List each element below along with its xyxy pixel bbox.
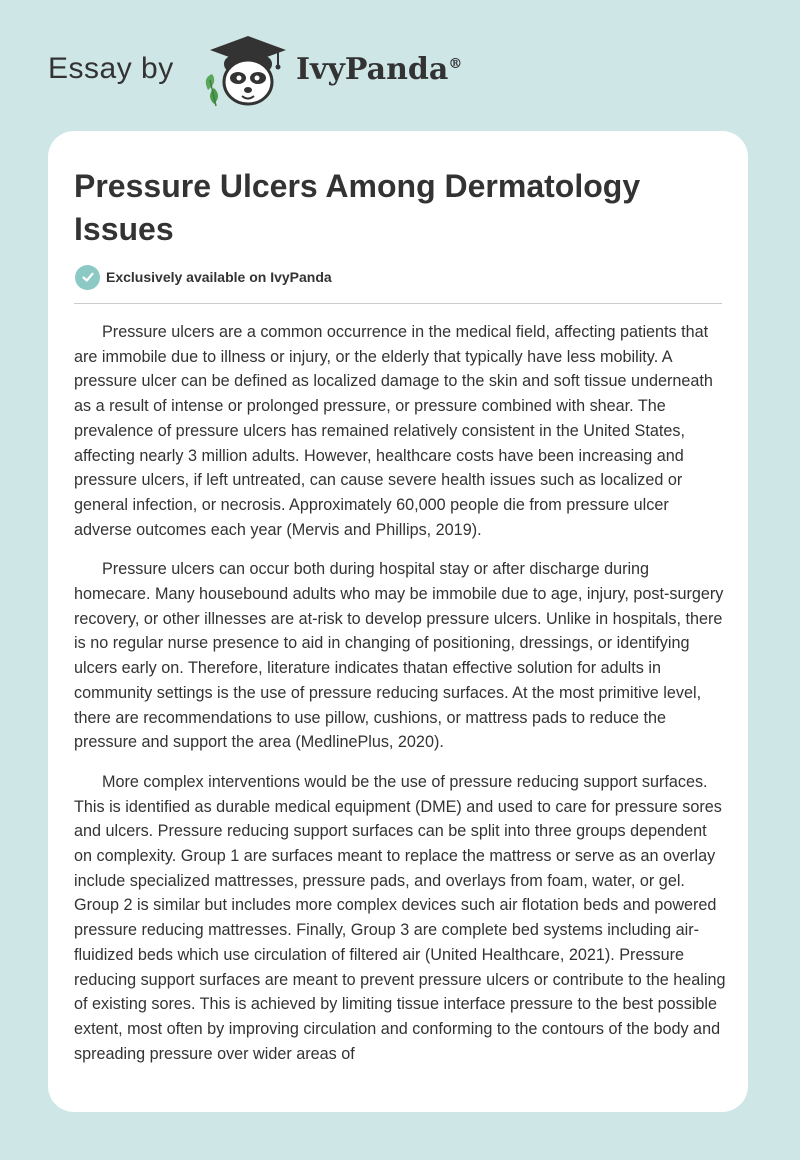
paragraph: Pressure ulcers are a common occurrence in the medical field, affecting patients that are immobile due to illness or injury, or the elderly that typically have less mobility. A pressure ulcer can be defined as localized damage to the skin and soft tissue underneath as a result of intense or prolonged pressure, or pressure combined with shear. The prevalence of pressure ulcers has remained relatively consistent in the United States, affecting nearly 3 million adults. However, healthcare costs have been increasing and pressure ulcers, if left untreated, can cause severe health issues such as localized or general infection, or necrosis. Approximately 60,000 people die from pressure ulcer adverse outcomes each year (Mervis and Phillips, 2019). <box>74 323 713 539</box>
brand-text: IvyPanda <box>296 52 449 87</box>
essay-body <box>74 320 726 1081</box>
page-title: Pressure Ulcers Among Dermatology Issues <box>74 168 641 247</box>
badge-label: Exclusively available on IvyPanda <box>106 269 332 285</box>
paragraph: Pressure ulcers can occur both during hospital stay or after discharge during homecare. Many housebound adults who may be immobile due to age, injury, post-surgery recovery, or other illnesses are at-risk to develop pressure ulcers. Unlike in hospitals, there is no regular nurse presence to aid in changing of positioning, dressings, or identifying ulcers early on. Therefore, literature indicates thatan effective solution for adults in community settings is the use of pressure reducing surfaces. At the most primitive level, there are recommendations to use pillow, cushions, or mattress pads to reduce the pressure and support the area (MedlinePlus, 2020). <box>74 560 724 752</box>
paragraph: More complex interventions would be the use of pressure reducing support surfaces. This is identified as durable medical equipment (DME) and used to care for pressure sores and ulcers. Pressure reducing support surfaces can be split into three groups dependent on complexity. Group 1 are surfaces meant to replace the mattress or serve as an overlay include specialized mattresses, pressure pads, and overlays from foam, water, or gel. Group 2 is similar but includes more complex devices such air flotation beds and powered pressure reducing mattresses. Finally, Group 3 are complete bed systems including air-fluidized beds which use circulation of filtered air (United Healthcare, 2021). Pressure reducing support surfaces are meant to prevent pressure ulcers or contribute to the healing of existing sores. This is achieved by limiting tissue interface pressure to the best possible extent, most often by improving circulation and conforming to the contours of the body and spreading pressure over wider areas of <box>74 772 726 1063</box>
exclusive-badge <box>75 264 332 290</box>
divider <box>74 303 722 304</box>
site-header <box>0 0 800 130</box>
panda-logo-icon[interactable] <box>200 34 290 110</box>
brand-name[interactable] <box>296 52 462 87</box>
essay-card <box>48 131 748 1112</box>
essay-by-label: Essay by <box>48 52 174 85</box>
registered-mark: ® <box>448 56 463 72</box>
check-circle-icon <box>75 265 100 290</box>
